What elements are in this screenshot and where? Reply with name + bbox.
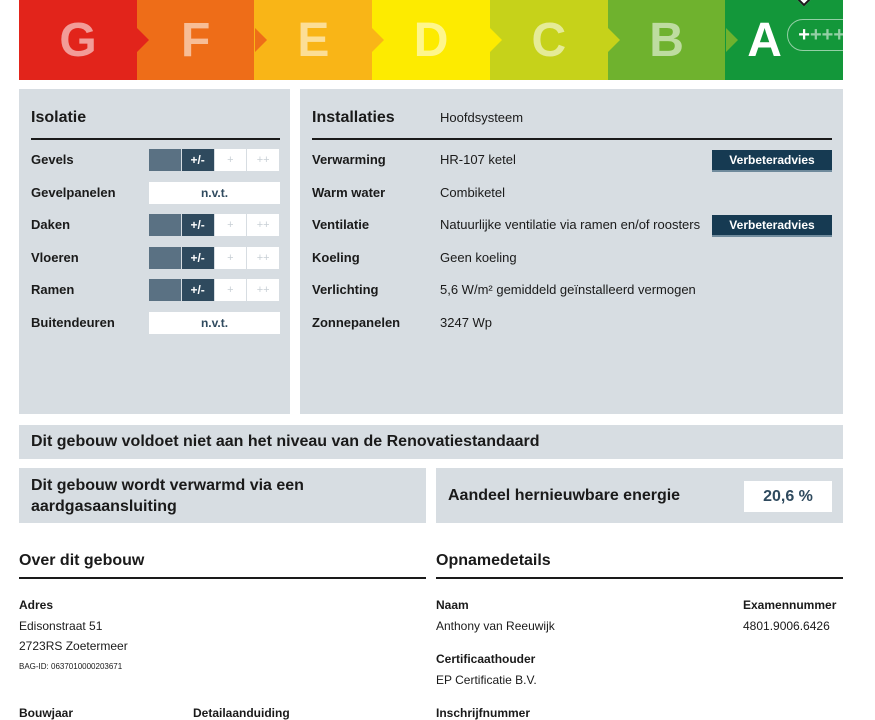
over-gebouw-rule (19, 577, 426, 579)
active-class-pointer-icon (796, 0, 813, 6)
adres-label: Adres (19, 598, 54, 612)
isolatie-nvt-value: n.v.t. (149, 182, 280, 204)
over-gebouw-title: Over dit gebouw (19, 552, 145, 569)
installaties-subtitle: Hoofdsysteem (440, 110, 524, 125)
energy-class-g (19, 0, 137, 80)
bouwjaar-label: Bouwjaar (19, 706, 74, 720)
plus-rating-pill (787, 19, 875, 51)
isolatie-panel (19, 89, 290, 414)
renovatie-banner (19, 425, 843, 459)
naam-value: Anthony van Reeuwijk (436, 619, 555, 633)
isolatie-scale-cell (149, 247, 181, 269)
class-arrow-icon (726, 28, 738, 52)
isolatie-scale-cell: +/- (182, 149, 214, 171)
installaties-row-value: Combiketel (440, 184, 506, 200)
opname-rule (436, 577, 843, 579)
plus-rating-active: + (798, 23, 810, 46)
isolatie-scale-cell: +/- (182, 214, 214, 236)
isolatie-row-label: Gevelpanelen (31, 184, 116, 200)
isolatie-nvt-value: n.v.t. (149, 312, 280, 334)
detailaanduiding-label: Detailaanduiding (193, 706, 290, 720)
isolatie-scale-cell: ++ (247, 149, 279, 171)
bag-id: BAG-ID: 0637010000203671 (19, 662, 123, 671)
isolatie-scale-cell: ++ (247, 214, 279, 236)
installaties-row-label: Koeling (312, 249, 360, 265)
isolatie-scale-cell: ++ (247, 279, 279, 301)
energy-class-b (608, 0, 726, 80)
isolatie-scale-cell (149, 214, 181, 236)
isolatie-title: Isolatie (31, 109, 87, 126)
isolatie-scale-cell: + (215, 247, 247, 269)
isolatie-scale-cell (149, 279, 181, 301)
energy-class-letter: F (181, 13, 211, 67)
isolatie-rating-scale (149, 149, 280, 171)
isolatie-scale-cell (149, 149, 181, 171)
isolatie-scale-cell: ++ (247, 247, 279, 269)
plus-rating-inactive: ++++ (809, 23, 857, 46)
isolatie-row-label: Gevels (31, 152, 74, 167)
installaties-row-value: 3247 Wp (440, 314, 493, 330)
isolatie-scale-cell: + (215, 279, 247, 301)
renovatie-banner-text: Dit gebouw voldoet niet aan het niveau van de Renovatiestandaard (31, 433, 540, 450)
energy-class-f (137, 0, 255, 80)
installaties-row-value: 5,6 W/m² gemiddeld geïnstalleerd vermogen (440, 282, 696, 297)
installaties-row-value: Geen koeling (440, 249, 517, 265)
isolatie-scale-cell: + (215, 214, 247, 236)
isolatie-row-label: Buitendeuren (31, 314, 115, 330)
isolatie-rating-scale (149, 247, 280, 269)
isolatie-row-label: Ramen (31, 282, 75, 297)
isolatie-row-label: Daken (31, 217, 71, 232)
isolatie-rating-scale (149, 214, 280, 236)
inschrijfnummer-label: Inschrijfnummer (436, 706, 531, 720)
energy-class-d (372, 0, 490, 80)
energy-label-bar (19, 0, 857, 80)
class-arrow-icon (372, 28, 384, 52)
opname-title: Opnamedetails (436, 552, 551, 569)
class-arrow-icon (608, 28, 620, 52)
isolatie-rating-scale (149, 279, 280, 301)
installaties-row-label: Verwarming (312, 152, 386, 167)
hernieuwbaar-label: Aandeel hernieuwbare energie (448, 487, 681, 504)
isolatie-row-label: Vloeren (31, 249, 79, 265)
energy-class-letter: B (649, 13, 684, 67)
energy-class-c (490, 0, 608, 80)
energy-class-a (725, 0, 857, 80)
class-arrow-icon (255, 28, 267, 52)
installaties-row-value: HR-107 ketel (440, 152, 516, 167)
isolatie-scale-cell: +/- (182, 279, 214, 301)
installaties-panel (300, 89, 843, 414)
examennummer-value: 4801.9006.6426 (743, 619, 830, 633)
verbeteradvies-button[interactable]: Verbeteradvies (712, 150, 832, 172)
hernieuwbaar-value: 20,6 % (744, 481, 832, 512)
verbeteradvies-button[interactable]: Verbeteradvies (712, 215, 832, 237)
verwarming-banner (19, 468, 426, 523)
examennummer-label: Examennummer (743, 598, 837, 612)
installaties-row-label: Zonnepanelen (312, 314, 401, 330)
installaties-rule (312, 138, 832, 140)
class-arrow-icon (490, 28, 502, 52)
verwarming-banner-line1: Dit gebouw wordt verwarmd via een (31, 477, 304, 494)
installaties-row-value: Natuurlijke ventilatie via ramen en/of roosters (440, 217, 701, 232)
installaties-row-label: Ventilatie (312, 217, 370, 232)
installaties-row-label: Warm water (312, 184, 386, 200)
verwarming-banner-line2: aardgasaansluiting (31, 498, 177, 515)
adres-line1: Edisonstraat 51 (19, 619, 103, 633)
energy-class-letter: D (413, 13, 449, 67)
energy-class-e (254, 0, 372, 80)
hernieuwbaar-banner (436, 468, 843, 523)
energy-class-letter: C (531, 13, 567, 67)
class-arrow-icon (137, 28, 149, 52)
isolatie-rule (31, 138, 280, 140)
energy-class-letter: G (59, 13, 97, 67)
installaties-row-label: Verlichting (312, 282, 379, 297)
verwarming-banner-text (31, 475, 304, 517)
naam-label: Naam (436, 598, 469, 612)
isolatie-scale-cell: + (215, 149, 247, 171)
certificaathouder-label: Certificaathouder (436, 652, 536, 666)
isolatie-scale-cell: +/- (182, 247, 214, 269)
energy-class-letter: A (747, 13, 782, 67)
energy-class-letter: E (297, 13, 330, 67)
adres-line2: 2723RS Zoetermeer (19, 639, 128, 653)
installaties-title: Installaties (312, 109, 395, 126)
certificaathouder-value: EP Certificatie B.V. (436, 673, 537, 687)
